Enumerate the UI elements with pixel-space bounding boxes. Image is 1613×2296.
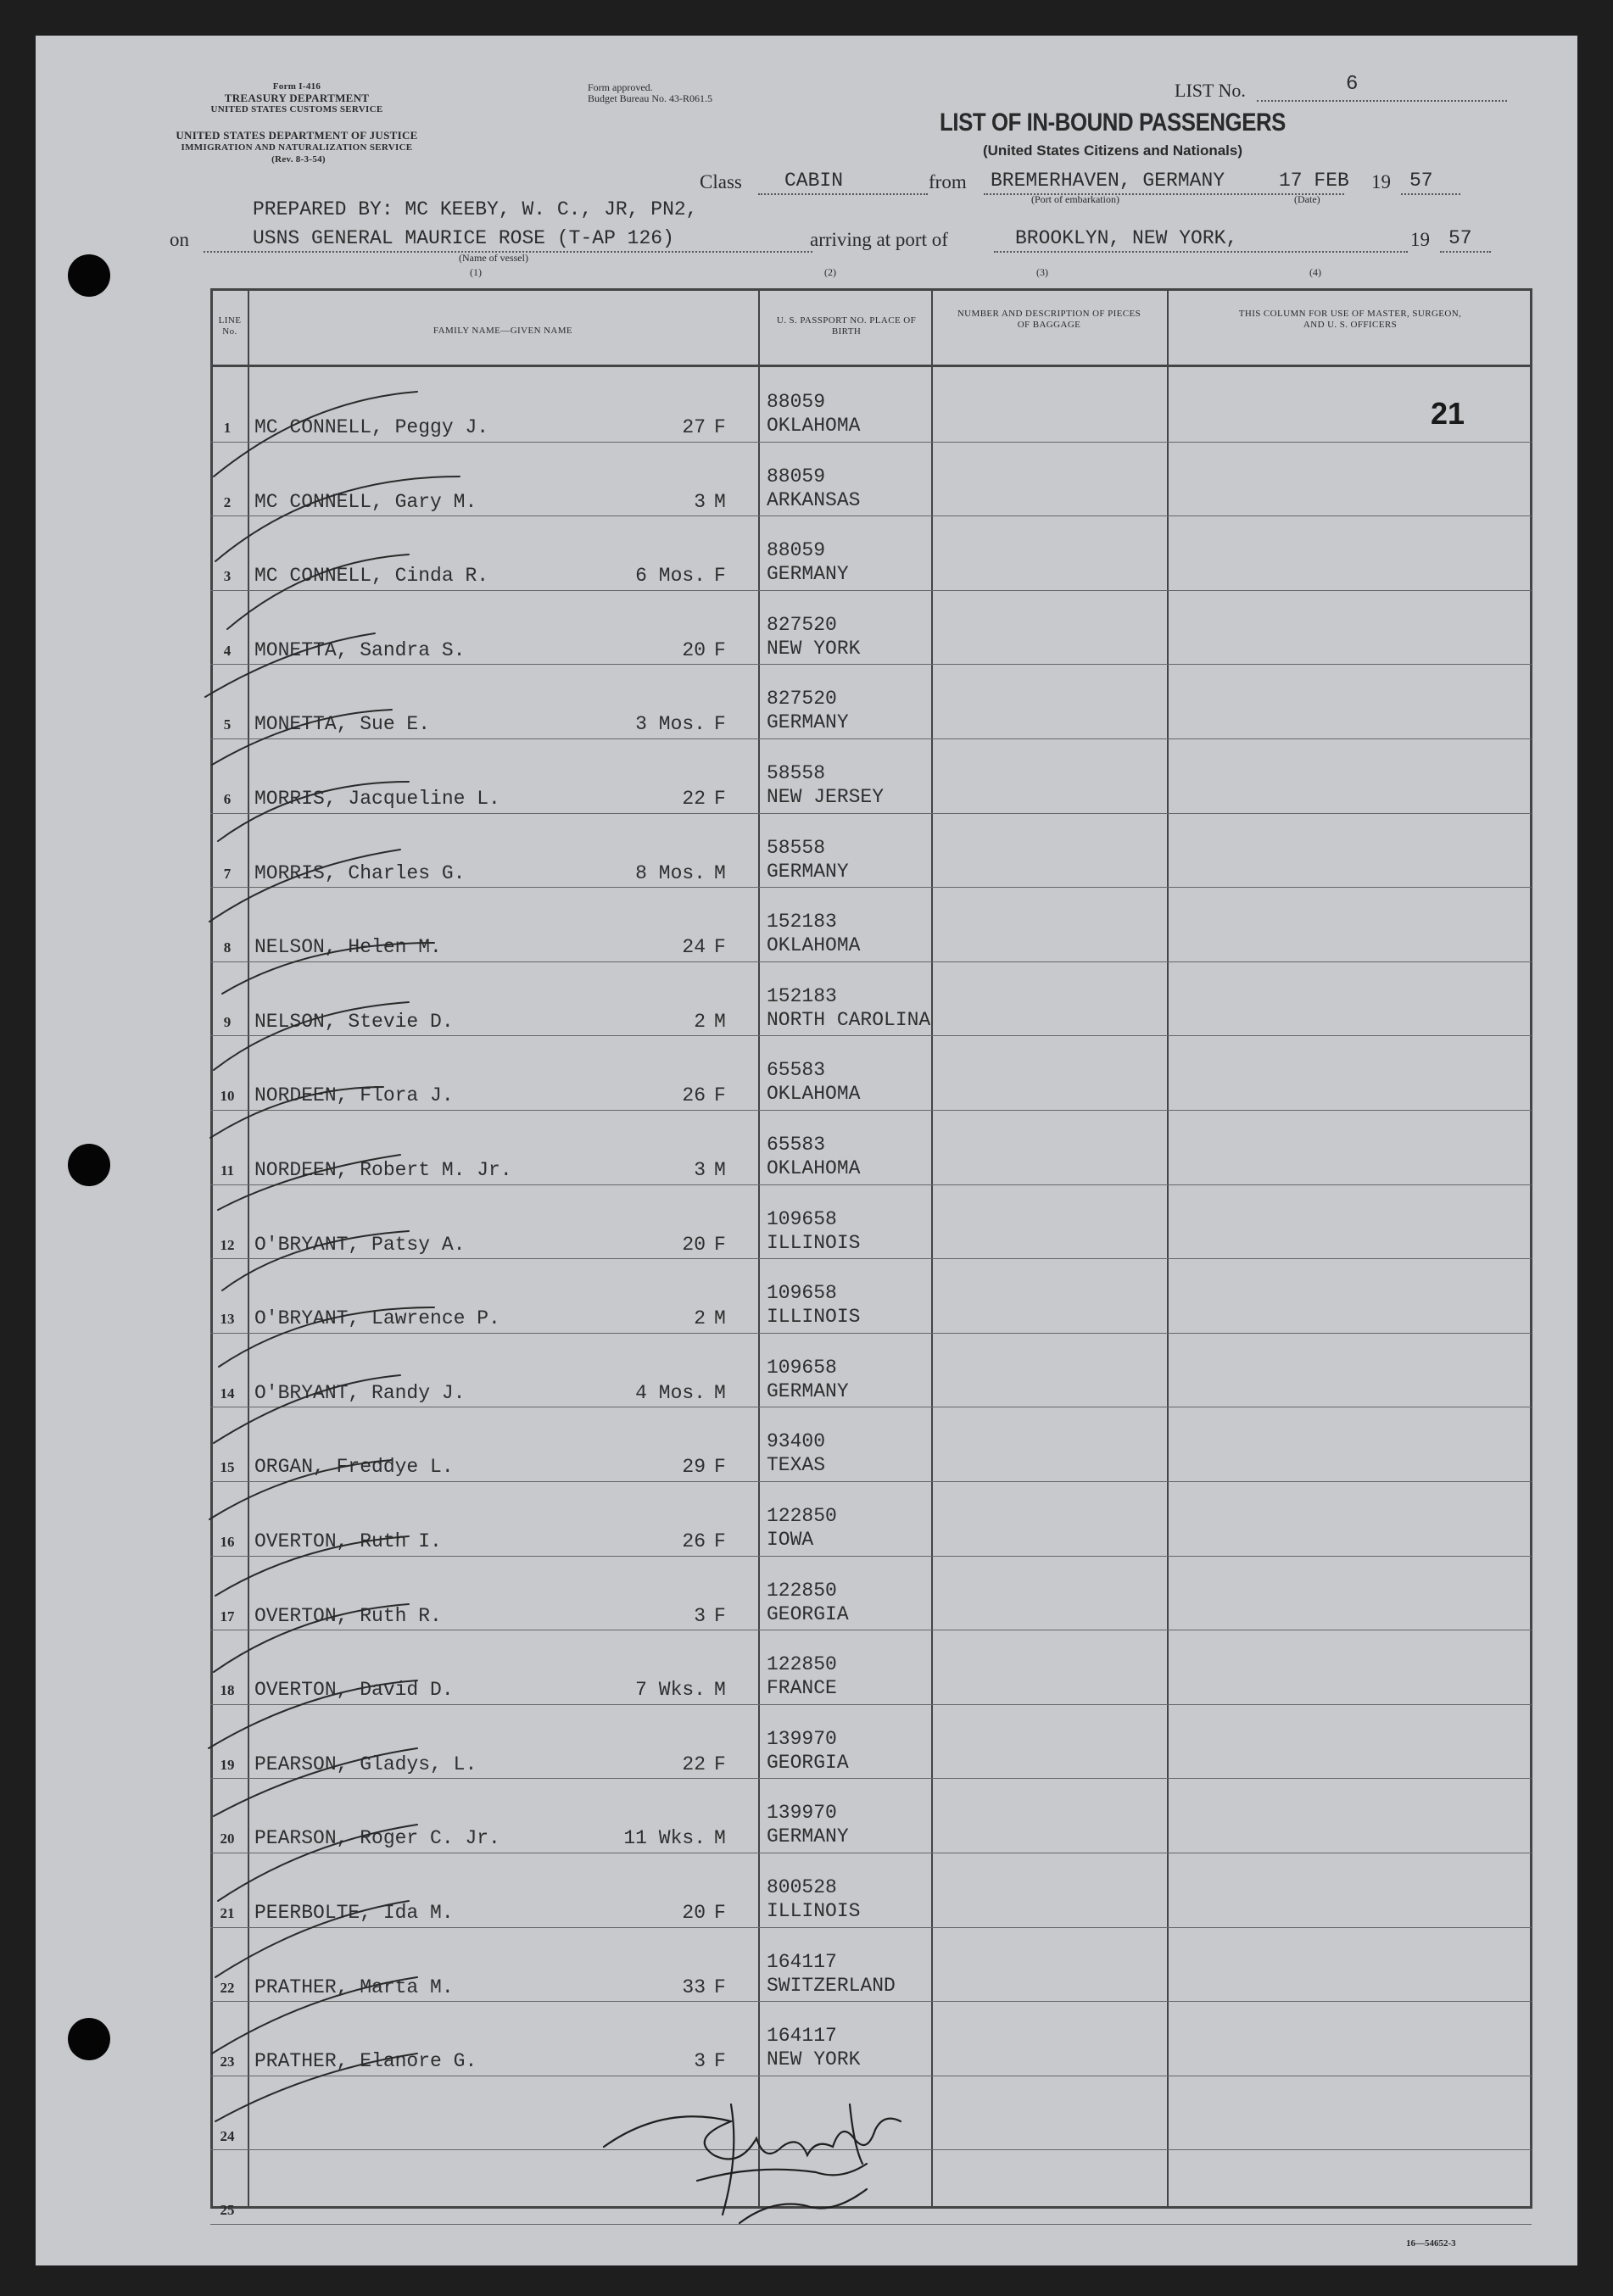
line-number: 5 [223,716,232,733]
table-header-border [210,365,1532,367]
place-of-birth: GERMANY [767,1379,849,1402]
line-number: 21 [220,1905,235,1921]
officer-signature [561,2087,952,2240]
arrival-year-line [1440,251,1491,253]
officer-mark: 21 [1431,396,1465,431]
passenger-age: 22 [682,788,706,810]
line-number: 18 [220,1682,235,1699]
line-number: 3 [223,568,232,585]
line-number: 24 [220,2127,235,2144]
column-number-2: (2) [824,266,836,278]
place-of-birth: OKLAHOMA [767,1157,861,1179]
passenger-sex: M [714,861,726,884]
place-of-birth: FRANCE [767,1677,837,1700]
place-of-birth: OKLAHOMA [767,934,861,957]
passport-number: 139970 [767,1802,837,1825]
line-number: 19 [220,1756,235,1773]
list-no-label: LIST No. [1175,80,1246,101]
punch-hole-top [68,254,110,297]
header-baggage: NUMBER AND DESCRIPTION OF PIECES OF BAGGAGE [957,309,1141,330]
passenger-sex: F [714,1456,726,1479]
passport-number: 88059 [767,539,826,562]
line-number: 7 [223,865,232,882]
row-divider [210,738,1532,739]
passenger-name: O'BRYANT, Lawrence P. [254,1307,500,1330]
place-of-birth: NORTH CAROLINA [767,1008,931,1031]
place-of-birth: TEXAS [767,1454,826,1477]
passenger-name: PEARSON, Roger C. Jr. [254,1827,500,1850]
passenger-sex: F [714,788,726,810]
passport-number: 139970 [767,1727,837,1750]
line-number: 13 [220,1311,235,1328]
passenger-name: PEERBOLTE, Ida M. [254,1902,454,1924]
row-divider [210,515,1532,516]
passport-number: 164117 [767,1950,837,1973]
place-of-birth: OKLAHOMA [767,1083,861,1106]
line-number: 8 [223,939,232,956]
passenger-name: NORDEEN, Robert M. Jr. [254,1159,512,1181]
header-officers: THIS COLUMN FOR USE OF MASTER, SURGEON, AND U. S. OFFICERS [1238,309,1462,330]
row-divider [210,1481,1532,1482]
passenger-age: 20 [682,638,706,661]
passport-number: 58558 [767,836,826,859]
table-right-border [1530,288,1532,2209]
passenger-name: NORDEEN, Flora J. [254,1084,454,1107]
place-of-birth: ARKANSAS [767,488,861,511]
from-port-value: BREMERHAVEN, GERMANY [991,170,1225,192]
passenger-name: NELSON, Stevie D. [254,1010,454,1033]
passenger-sex: F [714,1604,726,1627]
passenger-name: OVERTON, Ruth I. [254,1530,442,1552]
vessel-name: USNS GENERAL MAURICE ROSE (T-AP 126) [253,227,674,249]
place-of-birth: NEW YORK [767,2048,861,2071]
passport-divider [931,288,933,2209]
passenger-sex: F [714,416,726,438]
from-label: from [929,171,967,192]
name-divider [758,288,760,2209]
place-of-birth: GEORGIA [767,1602,849,1625]
passenger-age: 22 [682,1753,706,1775]
passport-number: 93400 [767,1430,826,1453]
place-of-birth: GERMANY [767,711,849,734]
passenger-age: 27 [682,416,706,438]
passport-number: 109658 [767,1207,837,1230]
passenger-name: PRATHER, Marta M. [254,1976,454,1998]
date-caption: (Date) [1294,193,1320,205]
line-number: 23 [220,2054,235,2070]
baggage-divider [1167,288,1169,2209]
passenger-age: 24 [682,936,706,959]
passport-number: 827520 [767,613,837,636]
check-stroke [215,476,460,561]
form-approved: Form approved. [588,81,653,93]
passport-number: 58558 [767,762,826,784]
passenger-name: MC CONNELL, Gary M. [254,490,477,513]
revision-date: (Rev. 8-3-54) [271,154,326,164]
line-number: 14 [220,1385,235,1402]
passenger-name: MORRIS, Jacqueline L. [254,788,500,810]
row-divider [210,1704,1532,1705]
line-number: 15 [220,1459,235,1476]
justice-department: UNITED STATES DEPARTMENT OF JUSTICE [176,129,418,142]
passenger-name: MC CONNELL, Cinda R. [254,565,489,588]
punch-hole-middle [68,1144,110,1186]
passenger-age: 3 [694,1159,706,1181]
passenger-sex: M [714,1307,726,1330]
line-number: 16 [220,1534,235,1550]
row-divider [210,1110,1532,1111]
line-number: 25 [220,2202,235,2219]
row-divider [210,664,1532,665]
passenger-name: PEARSON, Gladys, L. [254,1753,477,1775]
passenger-sex: M [714,1010,726,1033]
row-divider [210,887,1532,888]
passenger-sex: M [714,1827,726,1850]
header-family-name: FAMILY NAME—GIVEN NAME [433,326,573,336]
passenger-age: 33 [682,1976,706,1998]
arrival-year: 57 [1448,227,1472,249]
check-stroke [209,850,400,922]
place-of-birth: ILLINOIS [767,1900,861,1922]
passenger-sex: M [714,1159,726,1181]
passenger-sex: F [714,1233,726,1256]
document-subtitle: (United States Citizens and Nationals) [982,142,1243,159]
place-of-birth: NEW JERSEY [767,786,885,808]
passport-number: 109658 [767,1356,837,1379]
passenger-age: 3 [694,2050,706,2073]
passport-number: 152183 [767,911,837,933]
passenger-age: 29 [682,1456,706,1479]
passenger-sex: F [714,1976,726,1998]
passenger-name: OVERTON, Ruth R. [254,1604,442,1627]
class-line [758,193,928,195]
passenger-name: MONETTA, Sue E. [254,713,431,736]
arrival-line [994,251,1408,253]
passenger-sex: F [714,565,726,588]
table-top-border [210,288,1532,291]
row-divider [210,1927,1532,1928]
place-of-birth: NEW YORK [767,637,861,660]
passenger-sex: M [714,1679,726,1702]
row-divider [210,1778,1532,1779]
row-divider [210,590,1532,591]
passport-number: 88059 [767,465,826,488]
place-of-birth: GERMANY [767,563,849,586]
place-of-birth: ILLINOIS [767,1306,861,1329]
passenger-sex: F [714,936,726,959]
passenger-age: 3 [694,1604,706,1627]
document-title: LIST OF IN-BOUND PASSENGERS [940,109,1286,137]
passenger-age: 2 [694,1307,706,1330]
passenger-name: MC CONNELL, Peggy J. [254,416,489,438]
passenger-age: 20 [682,1902,706,1924]
passenger-name: ORGAN, Freddye L. [254,1456,454,1479]
passport-number: 109658 [767,1282,837,1305]
header-passport: U. S. PASSPORT NO. PLACE OF BIRTH [776,315,917,337]
passenger-sex: F [714,638,726,661]
vessel-caption: (Name of vessel) [459,252,528,264]
list-no-value: 6 [1346,73,1359,96]
line-number: 1 [223,420,232,436]
place-of-birth: SWITZERLAND [767,1974,896,1997]
arrival-port: BROOKLYN, NEW YORK, [1015,227,1238,249]
passenger-age: 3 Mos. [635,713,706,736]
on-label: on [170,229,189,250]
column-number-4: (4) [1309,266,1321,278]
place-of-birth: OKLAHOMA [767,415,861,437]
passport-number: 88059 [767,391,826,413]
class-value: CABIN [784,170,844,192]
form-number: Form I-416 [272,81,321,92]
passenger-age: 20 [682,1233,706,1256]
passenger-sex: F [714,2050,726,2073]
passenger-age: 4 Mos. [635,1381,706,1404]
budget-bureau-number: Budget Bureau No. 43-R061.5 [588,92,712,104]
row-divider [210,1333,1532,1334]
arriving-label: arriving at port of [810,229,948,250]
port-embarkation-caption: (Port of embarkation) [1031,193,1119,205]
passenger-sex: F [714,1753,726,1775]
line-number: 9 [223,1013,232,1030]
list-no-line [1257,100,1507,102]
passenger-name: PRATHER, Elanore G. [254,2050,477,2073]
passenger-age: 11 Wks. [623,1827,706,1850]
passenger-age: 2 [694,1010,706,1033]
passport-number: 65583 [767,1059,826,1082]
header-line-no: LINE No. [218,315,242,337]
passenger-sex: F [714,1902,726,1924]
prepared-by: PREPARED BY: MC KEEBY, W. C., JR, PN2, [253,198,698,220]
row-divider [210,1556,1532,1557]
passenger-age: 6 Mos. [635,565,706,588]
place-of-birth: GERMANY [767,860,849,883]
print-code: 16—54652-3 [1406,2238,1456,2249]
row-divider [210,1035,1532,1036]
line-number: 22 [220,1979,235,1996]
place-of-birth: GERMANY [767,1825,849,1848]
row-divider [210,961,1532,962]
passport-number: 827520 [767,688,837,711]
passenger-age: 8 Mos. [635,861,706,884]
line-number: 10 [220,1088,235,1105]
row-divider [210,813,1532,814]
line-no-divider [248,288,249,2209]
passenger-name: O'BRYANT, Randy J. [254,1381,466,1404]
passenger-age: 7 Wks. [635,1679,706,1702]
passenger-name: MORRIS, Charles G. [254,861,466,884]
embarkation-date: 17 FEB [1279,170,1349,192]
passport-number: 122850 [767,1653,837,1676]
passport-number: 65583 [767,1134,826,1156]
row-divider [210,1184,1532,1185]
column-number-1: (1) [470,266,482,278]
passenger-name: OVERTON, David D. [254,1679,454,1702]
passenger-age: 26 [682,1530,706,1552]
treasury-department: TREASURY DEPARTMENT [224,92,370,104]
row-divider [210,442,1532,443]
line-number: 2 [223,493,232,510]
row-divider [210,1258,1532,1259]
passport-number: 800528 [767,1876,837,1898]
place-of-birth: GEORGIA [767,1751,849,1774]
year-line [1401,193,1460,195]
line-number: 17 [220,1608,235,1624]
passenger-age: 26 [682,1084,706,1107]
immigration-service: IMMIGRATION AND NATURALIZATION SERVICE [181,142,413,153]
line-number: 6 [223,791,232,807]
year-value: 57 [1409,170,1433,192]
passenger-sex: F [714,1530,726,1552]
passenger-sex: M [714,1381,726,1404]
class-label: Class [700,171,742,192]
passport-number: 164117 [767,2025,837,2048]
passport-number: 152183 [767,984,837,1007]
place-of-birth: IOWA [767,1529,814,1551]
passenger-age: 3 [694,490,706,513]
passenger-name: MONETTA, Sandra S. [254,638,466,661]
place-of-birth: ILLINOIS [767,1231,861,1254]
passenger-name: NELSON, Helen M. [254,936,442,959]
column-number-3: (3) [1036,266,1048,278]
line-number: 12 [220,1236,235,1253]
passenger-sex: M [714,490,726,513]
row-divider [210,2001,1532,2002]
line-number: 20 [220,1831,235,1847]
arrival-year-prefix: 19 [1410,229,1430,250]
passenger-sex: F [714,713,726,736]
line-number: 11 [220,1162,235,1179]
passport-number: 122850 [767,1579,837,1602]
document-page [36,36,1577,2265]
line-number: 4 [223,642,232,659]
passenger-sex: F [714,1084,726,1107]
passport-number: 122850 [767,1505,837,1527]
passenger-name: O'BRYANT, Patsy A. [254,1233,466,1256]
punch-hole-bottom [68,2018,110,2060]
customs-service: UNITED STATES CUSTOMS SERVICE [210,104,383,114]
year-prefix: 19 [1371,171,1391,192]
